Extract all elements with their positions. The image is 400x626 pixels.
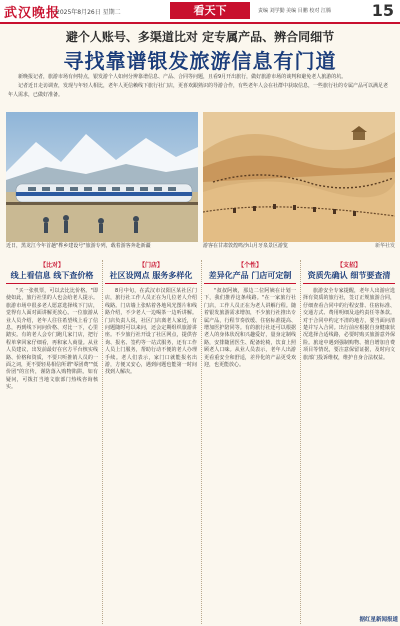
source-signature: 据红星新闻报道	[359, 617, 398, 623]
column-store	[105, 258, 197, 626]
column-divider	[201, 260, 202, 624]
column-title: 资质先确认 细节要查清	[303, 270, 395, 284]
desert-camel-photo	[203, 112, 395, 242]
train-photo	[6, 112, 198, 242]
lead-line: 新晚报记者，旅游市场有何特点，银发游个人如何分辨靠谱信息、产品、合同等问题，且看9月开出旅行，做好旅游市场的谈判和避免老人旅游的坑。	[18, 74, 347, 80]
section-banner: 看天下	[170, 2, 250, 19]
page-number: 15	[371, 1, 394, 20]
caption-text: 游客在甘肃敦煌鸣沙山月牙泉景区游览	[203, 243, 289, 249]
column-body: "买一张机票，可以去比比价格。"即使如此，旅行社里的人也会给老人提示。旅游市场中很多老人愿意选择线下门店，觉得有人面对面讲解更放心。一位旅游从业人员介绍，老年人往往希望线上看了信息，再到线下问问价格、对比一下，心里踏实。有的老人会专门跑几家门店，把行程单拿回家仔细看，再和家人商量。从业人员建议，出发前最好在官方平台核实线路、价格和资质，不要只听推销人员的一面之词，更不要轻易相信所谓"零团费""低价团"的宣传，谨防落入购物陷阱。如有疑问，可拨打当地文旅部门热线咨询核实。	[6, 288, 98, 391]
editor-credits: 责编 刘学勤 美编 目鹏 校对 江腾	[258, 8, 331, 14]
article-columns	[6, 258, 396, 626]
lead-paragraph	[8, 73, 392, 100]
column-compare	[6, 258, 98, 626]
issue-date: 2025年8月26日 星期二	[56, 9, 121, 16]
column-title: 线上看信息 线下查价格	[6, 270, 98, 284]
column-tag: 【比对】	[39, 262, 64, 269]
lead-line: 记者近日走访调查，发现与年轻人相比，老年人更信赖线下旅行社门店，更喜欢跟熟识的导游合作，有些老年人会在社群中获取信息，一些旅行社的专属产品可以满足老年人需求，已做好准备。	[8, 83, 389, 98]
column-tag: 【个性】	[237, 262, 262, 269]
column-title: 差异化产品 门店可定制	[204, 270, 296, 284]
column-body: 旅游安全专家提醒，老年人出游应选择有资质的旅行社，签订正规旅游合同，仔细查看合同中的行程安排、住宿标准、交通方式、费用明细及违约责任等条款。对于合同中约定不清的地方，要当面问清楚并写入合同。出行前应根据自身健康状况选择合适线路，必要时购买旅游意外保险。旅途中遇到强制购物、擅自增加自费项目等情况，要注意保留证据，及时向文旅部门投诉维权，维护自身合法权益。	[303, 288, 395, 361]
photo-credit: 新华社发	[374, 243, 395, 249]
photo-caption	[6, 243, 198, 250]
column-title: 社区设网点 服务多样化	[105, 270, 197, 284]
column-body: "叔叔阿姨，那边二位阿姨在计划一下，我们推荐这条线路。"在一家旅行社门店，工作人员正在为老人讲解行程。随着银发旅游需求增加，不少旅行社推出专属产品，行程节奏放缓、住宿标准提高、增加医护陪同等。有的旅行社还可以根据老人的身体状况和兴趣爱好，量身定制线路，安排随团医生、配备轮椅，饮食上照顾老人口味。从业人员表示，老年人出游更看重安全和舒适，差异化的产品更受欢迎，也更能放心。	[204, 288, 296, 369]
column-tag: 【支招】	[336, 262, 361, 269]
newspaper-logo: 武汉晚报	[4, 6, 61, 21]
headline: 寻找靠谱银发旅游信息有门道	[63, 49, 337, 73]
column-body: 8月中旬，在武汉市汉阳区某社区门店，旅行社工作人员正在为几位老人介绍线路。门店墙上张贴着各地风光图片和线路介绍，不少老人一边喝茶一边听讲解。门店负责人说，社区门店离老人家近，有问题随时可以来问，还会定期组织旅游讲座。不少旅行社开设了社区网点，提供咨询、报名、签约等一站式服务，还有工作人员上门服务，帮助行动不便的老人办理手续。老人们表示，家门口就能报名出游，方便又安心，遇到问题也能第一时间找到人解决。	[105, 288, 197, 376]
photo-caption	[203, 243, 395, 250]
masthead	[0, 0, 400, 24]
column-custom	[204, 258, 296, 626]
column-divider	[300, 260, 301, 624]
column-tips	[303, 258, 395, 626]
column-tag: 【门店】	[138, 262, 163, 269]
caption-text: 近日，黑龙江今年首趟"桦乡建设号"旅游专列，载着游客奔赴新疆	[6, 243, 151, 249]
column-divider	[102, 260, 103, 624]
subheadline: 避个人账号、多渠道比对 定专属产品、辨合同细节	[65, 30, 335, 44]
